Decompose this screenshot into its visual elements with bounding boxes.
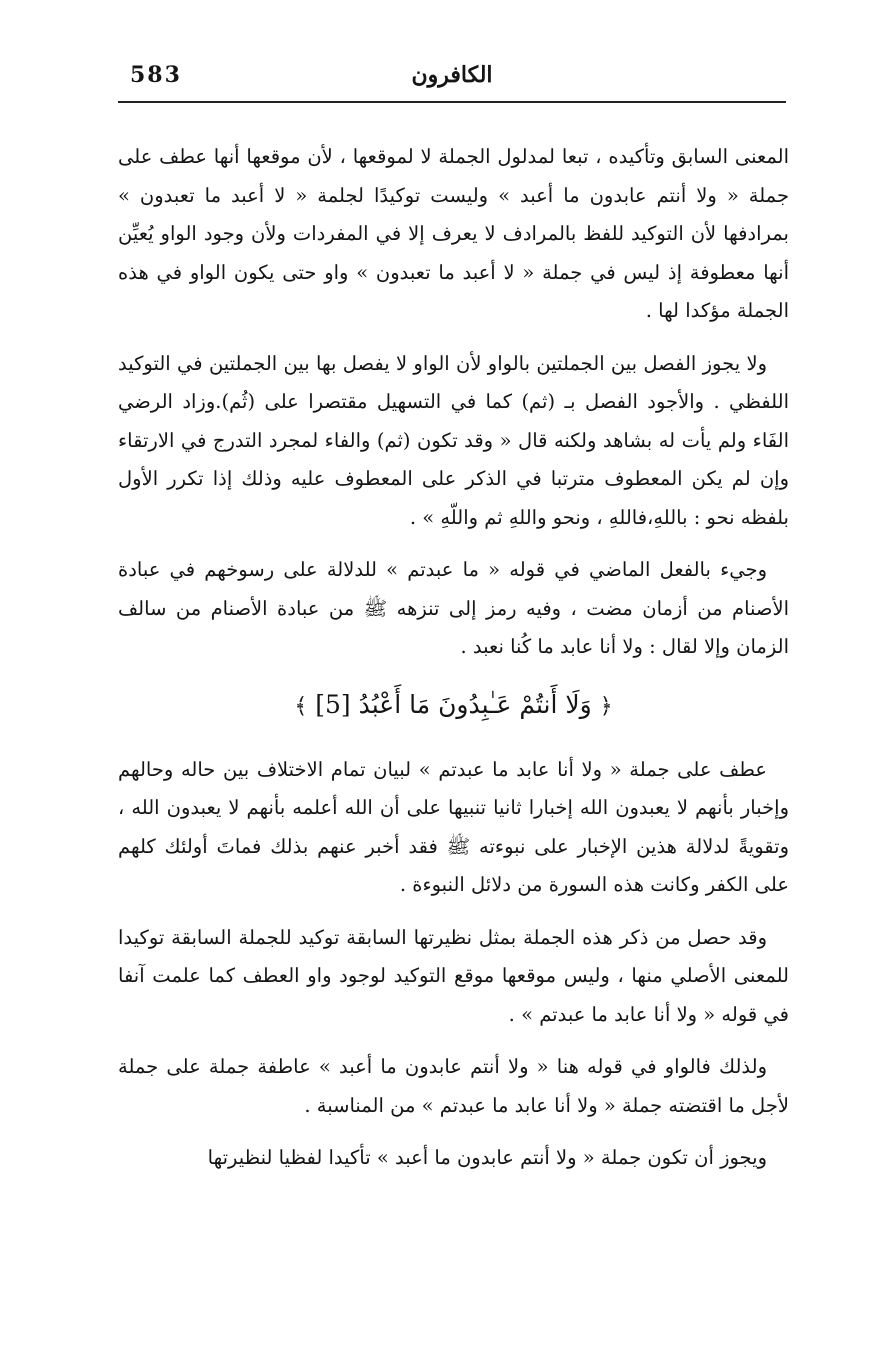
verse-open-bracket: ﴿: [599, 693, 613, 719]
paragraph: ولا يجوز الفصل بين الجملتين بالواو لأن الواو لا يفصل بها بين الجملتين في التوكيد اللفظي . والأجود الفصل بـ (ثم) كما في التسهيل مقتصرا على (ثُم).وزاد الرضي الفَاء ولم يأت له بشاهد ولكنه قال « وقد تكون (ثم) والفاء لمجرد التدرج في الارتقاء وإن لم يكن المعطوف مترتبا في الذكر على المعطوف عليه وذلك إذا تكرر الأول بلفظه نحو : باللهِ،فاللهِ ، ونحو واللهِ ثم واللّهِ » .: [118, 351, 789, 529]
verse-number: [5]: [315, 689, 351, 719]
paragraph: المعنى السابق وتأكيده ، تبعا لمدلول الجملة لا لموقعها ، لأن موقعها أنها عطف على جملة « ولا أنتم عابدون ما أعبد » وليست توكيدًا لجلمة « لا أعبد ما تعبدون » بمرادفها لأن التوكيد للفظ بالمرادف لا يعرف إلا في المفردات ولأن وجود الواو يُعيِّن أنها معطوفة إذ ليس في جملة « لا أعبد ما تعبدون » واو حتى يكون الواو في هذه الجملة مؤكدا لها .: [118, 145, 789, 322]
surah-title: الكافرون: [411, 62, 493, 88]
paragraph: ولذلك فالواو في قوله هنا « ولا أنتم عابدون ما أعبد » عاطفة جملة على جملة لأجل ما اقتضته جملة « ولا أنا عابد ما عبدتم » من المناسبة .: [118, 1055, 789, 1117]
paragraph: وقد حصل من ذكر هذه الجملة بمثل نظيرتها السابقة توكيد للجملة السابقة توكيدا للمعنى الأصلي منها ، وليس موقعها موقع التوكيد لوجود واو العطف كما علمت آنفا في قوله « ولا أنا عابد ما عبدتم » .: [118, 925, 789, 1026]
main-text: [118, 138, 789, 1192]
page-header: [118, 58, 786, 98]
verse-close-bracket: ﴾: [294, 693, 308, 719]
paragraph: عطف على جملة « ولا أنا عابد ما عبدتم » لبيان تمام الاختلاف بين حاله وحالهم وإخبار بأنهم لا يعبدون الله إخبارا ثانيا تنبيها على أن الله أعلمه بأنهم لا يعبدون الله ، وتقويةً لدلالة هذين الإخبار على نبوءته ﷺ فقد أخبر عنهم بذلك فماتَ أولئك كلهم على الكفر وكانت هذه السورة من دلائل النبوءة .: [118, 757, 789, 896]
paragraph: ويجوز أن تكون جملة « ولا أنتم عابدون ما أعبد » تأكيدا لفظيا لنظيرتها: [207, 1146, 767, 1169]
quran-verse: [118, 685, 789, 727]
page-number: 583: [130, 62, 182, 88]
paragraph: وجيء بالفعل الماضي في قوله « ما عبدتم » للدلالة على رسوخهم في عبادة الأصنام من أزمان مضت ، وفيه رمز إلى تنزهه ﷺ من عبادة الأصنام من سالف الزمان وإلا لقال : ولا أنا عابد ما كُنا نعبد .: [118, 558, 789, 658]
header-divider: [118, 101, 786, 103]
verse-text: وَلَا أَنتُمْ عَـٰبِدُونَ مَا أَعْبُدُ: [358, 689, 592, 719]
